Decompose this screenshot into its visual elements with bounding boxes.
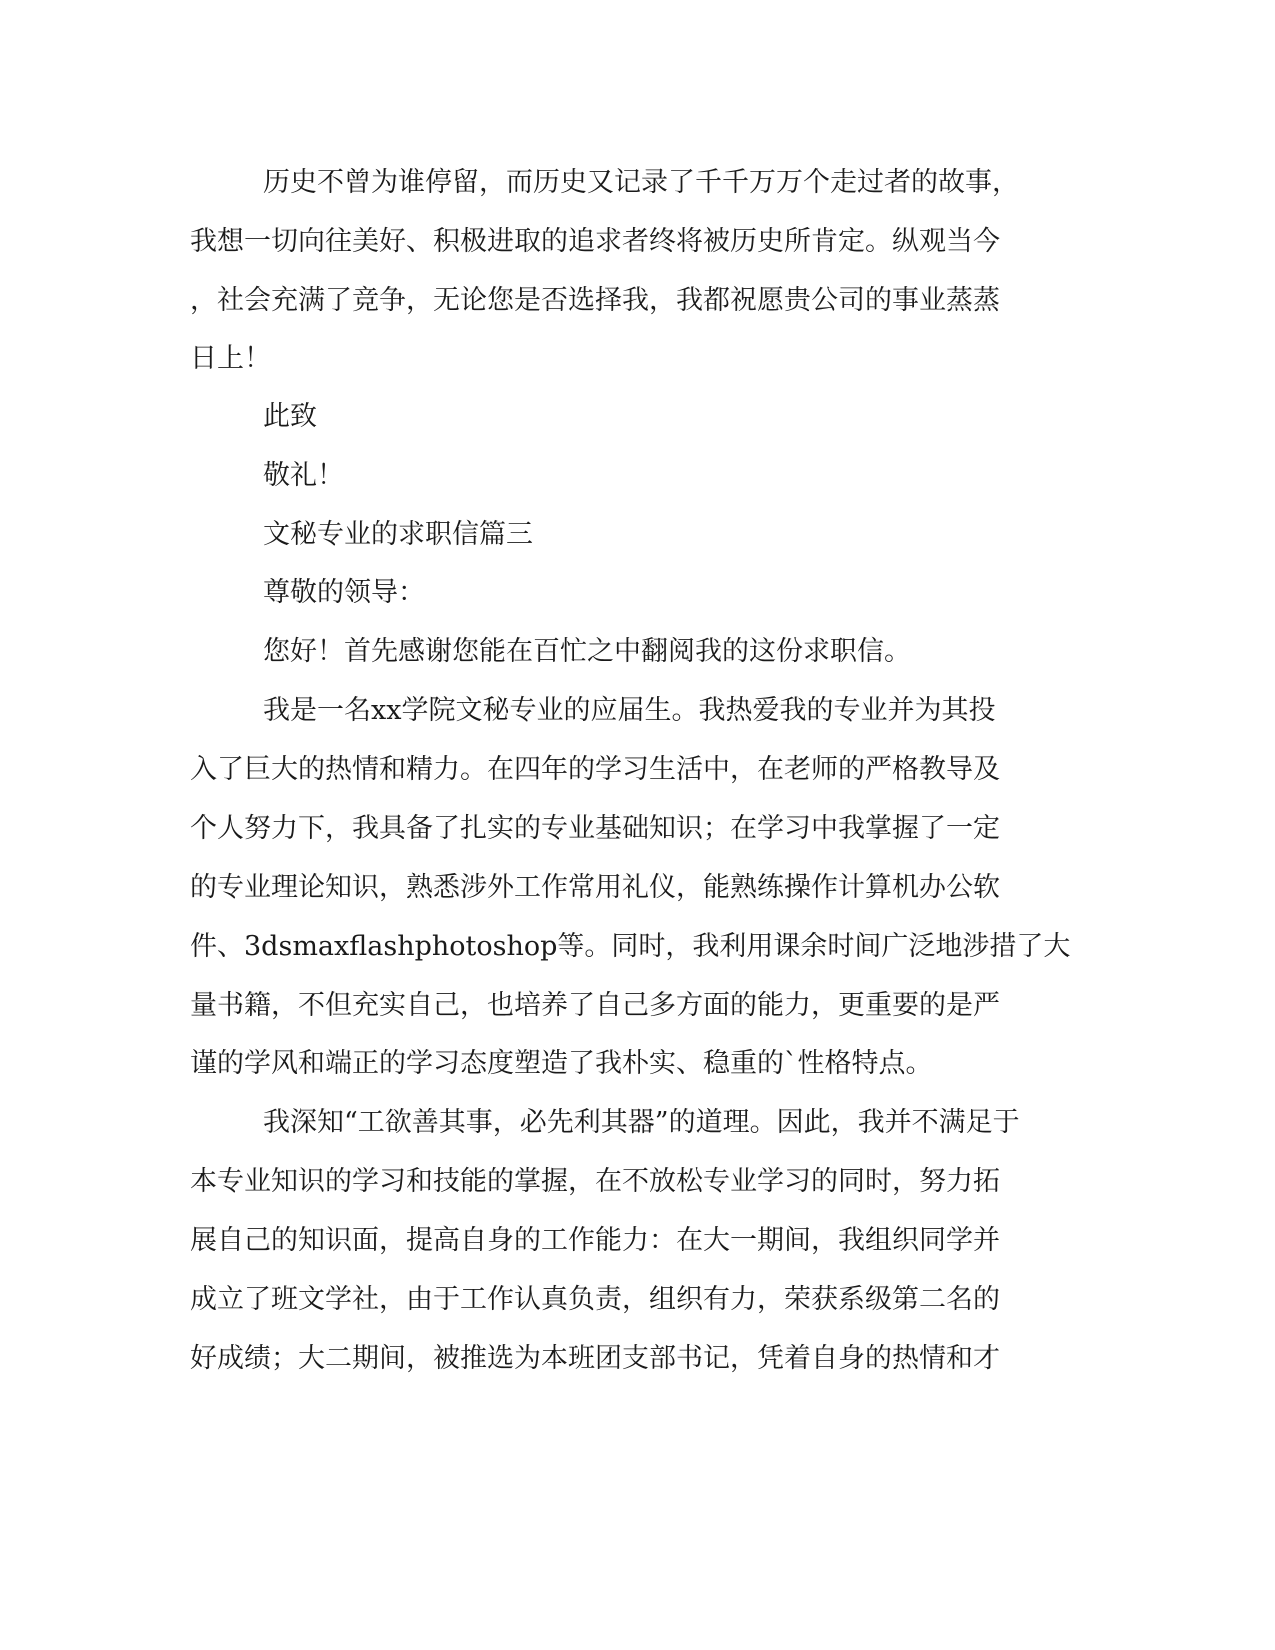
text-line: 成立了班文学社，由于工作认真负责，组织有力，荣获系级第二名的 [190,1284,1000,1315]
text-line: 您好！首先感谢您能在百忙之中翻阅我的这份求职信。 [263,636,911,667]
text-line: 件、3dsmaxflashphotoshop等。同时，我利用课余时间广泛地涉措了大 [190,931,1071,962]
text-line: ，社会充满了竞争，无论您是否选择我，我都祝愿贵公司的事业蒸蒸 [190,285,1000,316]
closing-regards: 敬礼！ [263,460,344,491]
text-line: 日上！ [190,343,271,374]
closing-salutation: 此致 [263,401,317,432]
text-line: 历史不曾为谁停留，而历史又记录了千千万万个走过者的故事， [263,167,1019,198]
text-line: 个人努力下，我具备了扎实的专业基础知识；在学习中我掌握了一定 [190,813,1000,844]
greeting: 尊敬的领导： [263,577,425,608]
text-line: 的专业理论知识，熟悉涉外工作常用礼仪，能熟练操作计算机办公软 [190,872,1000,903]
text-line: 好成绩；大二期间，被推选为本班团支部书记，凭着自身的热情和才 [190,1343,1000,1374]
section-title: 文秘专业的求职信篇三 [263,519,533,550]
text-line: 我深知“工欲善其事，必先利其器”的道理。因此，我并不满足于 [263,1107,1020,1138]
text-line: 展自己的知识面，提高自身的工作能力：在大一期间，我组织同学并 [190,1225,1000,1256]
text-line: 我是一名xx学院文秘专业的应届生。我热爱我的专业并为其投 [263,695,996,726]
text-line: 入了巨大的热情和精力。在四年的学习生活中，在老师的严格教导及 [190,754,1000,785]
text-line: 本专业知识的学习和技能的掌握，在不放松专业学习的同时，努力拓 [190,1166,1000,1197]
text-line: 谨的学风和端正的学习态度塑造了我朴实、稳重的`性格特点。 [190,1048,933,1079]
text-line: 我想一切向往美好、积极进取的追求者终将被历史所肯定。纵观当今 [190,226,1000,257]
text-line: 量书籍，不但充实自己，也培养了自己多方面的能力，更重要的是严 [190,990,1000,1021]
